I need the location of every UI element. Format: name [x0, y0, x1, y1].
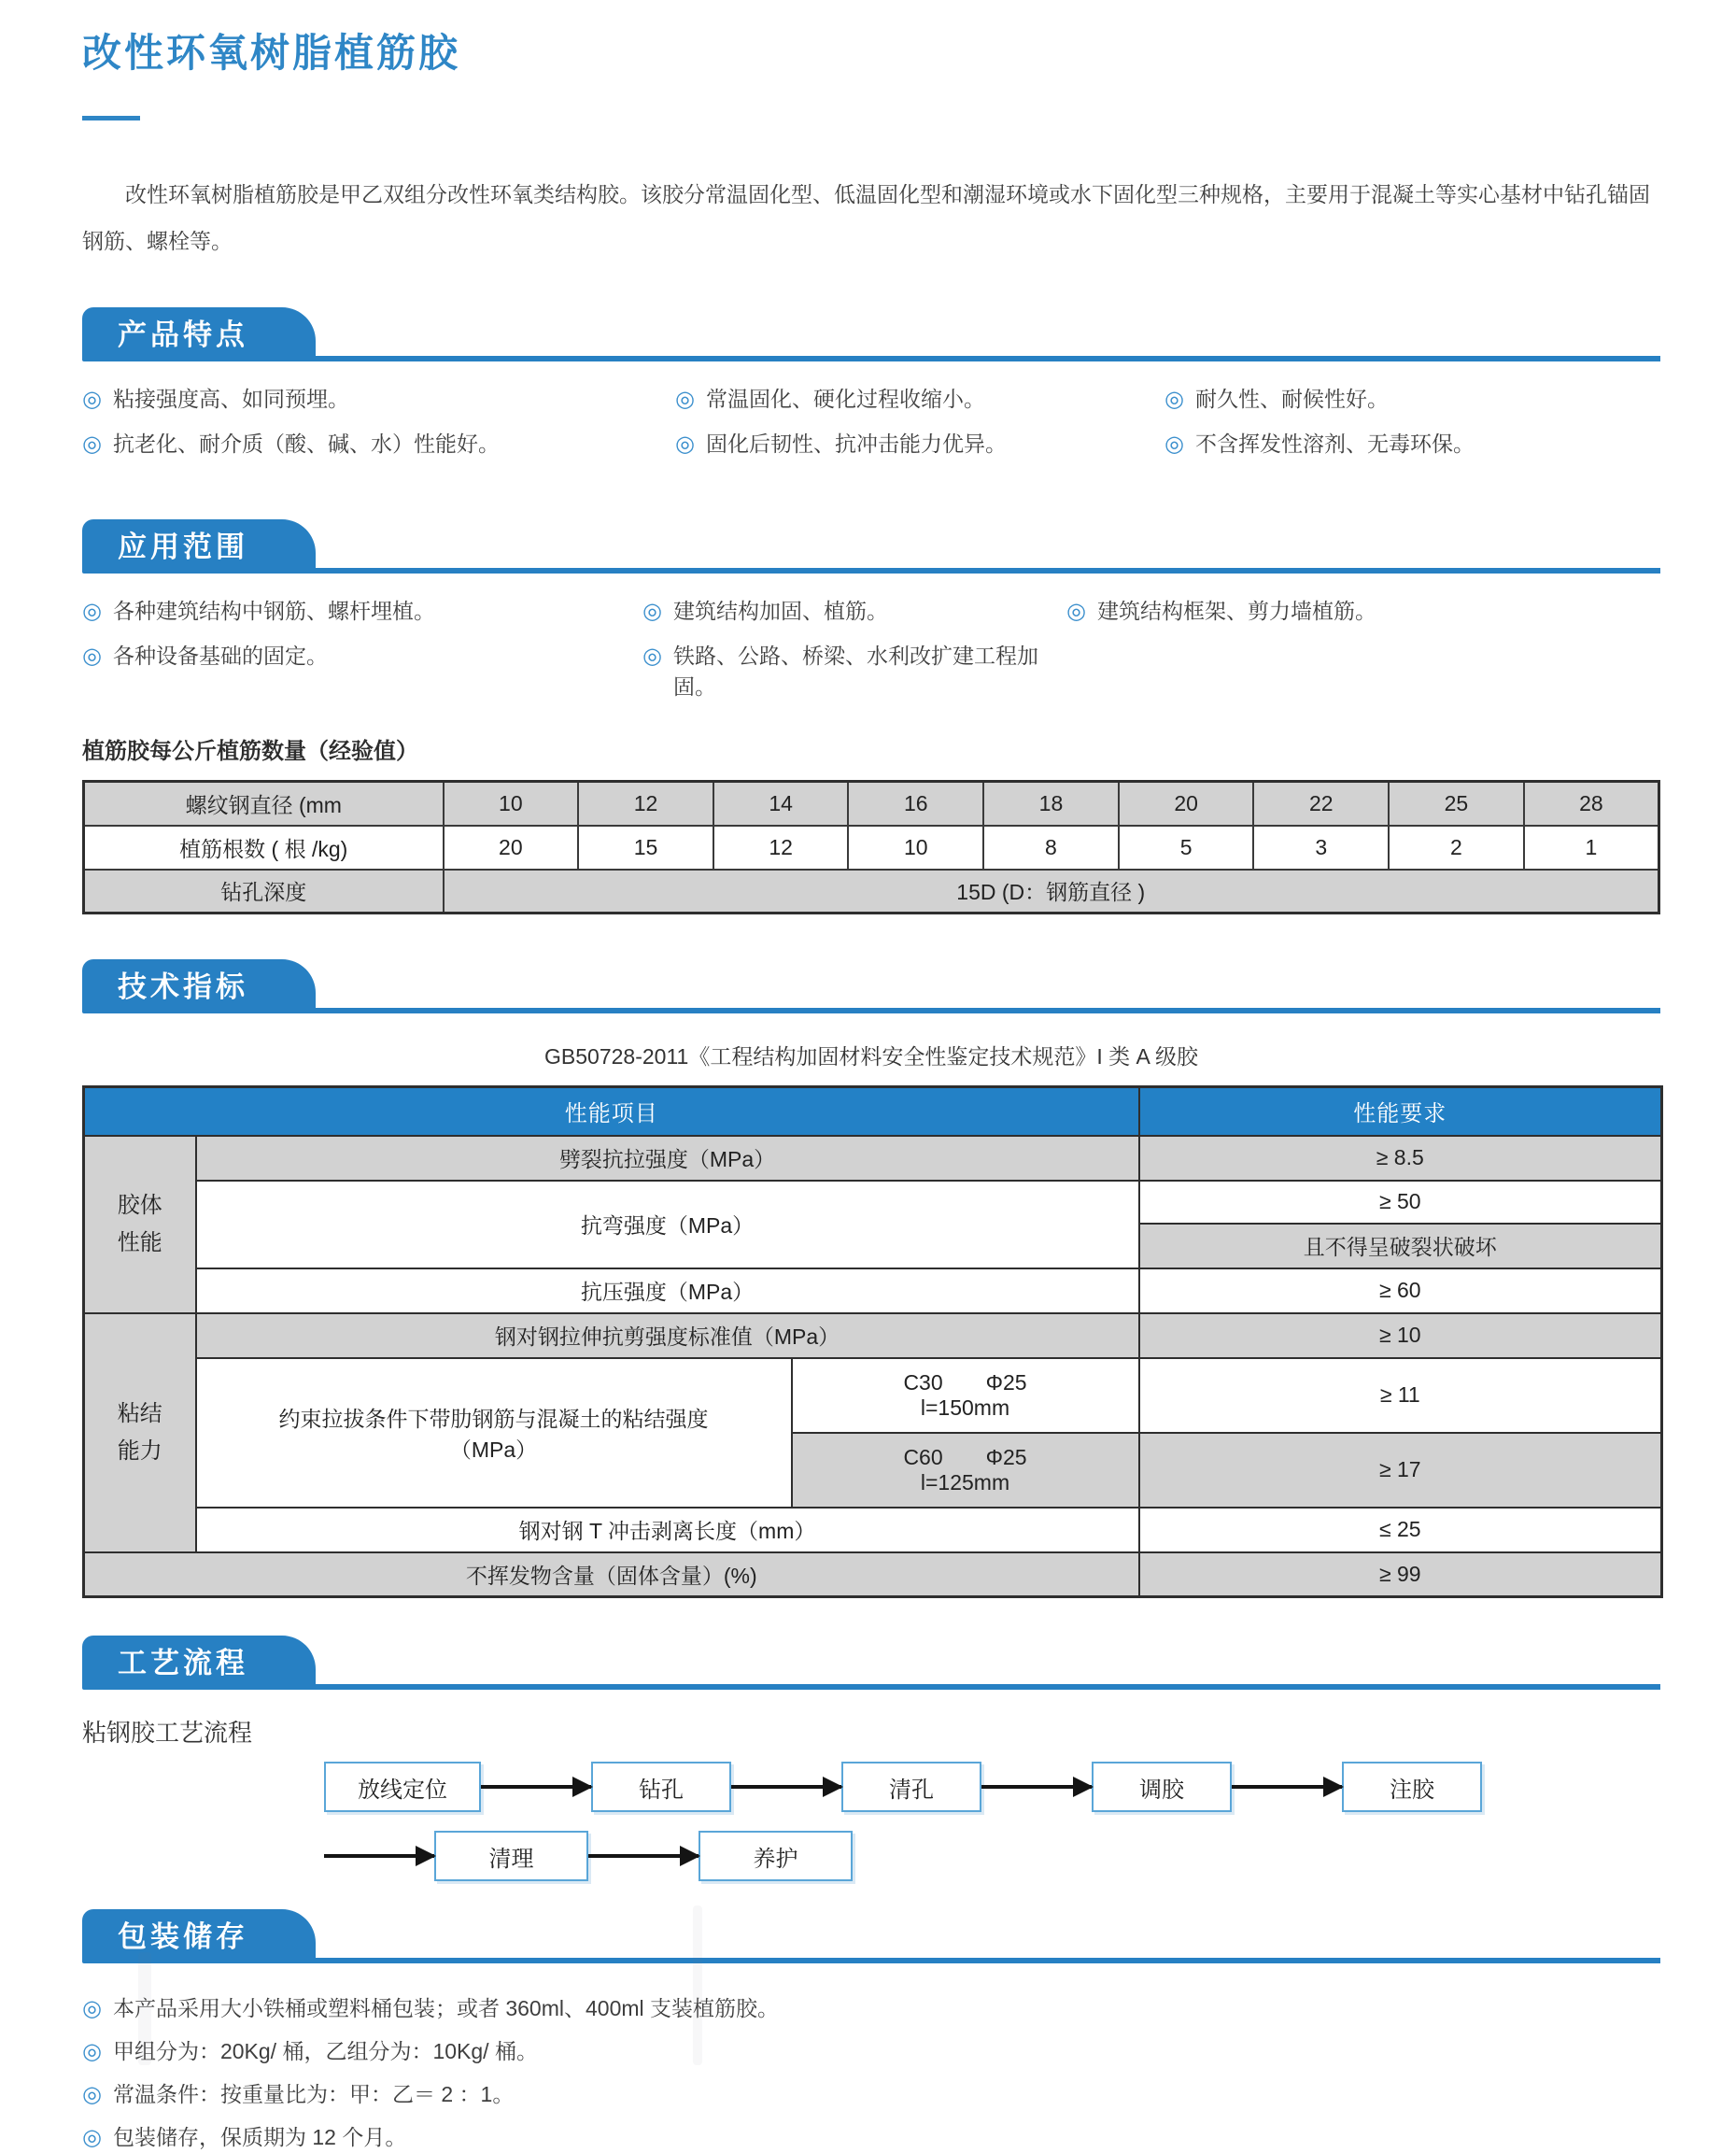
table-row [84, 870, 1659, 914]
section-storage-heading [82, 1909, 1660, 1963]
right-arrow-icon [324, 1854, 434, 1858]
list-item [1164, 429, 1660, 460]
group-cell [84, 1313, 196, 1552]
merged-value-cell: 15D (D：钢筋直径 ) [444, 870, 1659, 914]
tech-heading-rule [316, 1008, 1660, 1013]
bullseye-bullet-icon: ◎ [1164, 432, 1184, 457]
group-label: 性能 [117, 1229, 162, 1255]
value-cell: 10 [848, 826, 983, 870]
bullseye-bullet-icon: ◎ [675, 387, 695, 412]
bullseye-bullet-icon: ◎ [82, 644, 102, 669]
table-row [84, 826, 1659, 870]
storage-text: 常温条件：按重量比为：甲：乙＝ 2 ：1。 [112, 2082, 515, 2106]
requirement-cell: 且不得呈破裂状破坏 [1139, 1224, 1662, 1268]
row-label-cell: 钻孔深度 [84, 870, 444, 914]
property-cell: 劈裂抗拉强度（MPa） [196, 1136, 1139, 1181]
flow-step-box: 钻孔 [591, 1762, 731, 1812]
property-cell [196, 1358, 792, 1508]
right-arrow-icon [731, 1785, 841, 1789]
list-item [675, 429, 1164, 460]
features-list [82, 384, 1660, 460]
title-underline [82, 116, 140, 120]
spec-diameter: Φ25 [985, 1444, 1027, 1469]
features-heading-tab: 产品特点 [82, 307, 316, 361]
value-cell: 5 [1119, 826, 1254, 870]
list-item [1164, 384, 1660, 415]
section-features-heading [82, 307, 1660, 361]
spec-length: l=150mm [920, 1395, 1010, 1420]
requirement-cell: ≥ 17 [1139, 1433, 1662, 1508]
right-arrow-icon [981, 1785, 1092, 1789]
property-cell: 不挥发物含量（固体含量）(%) [84, 1552, 1139, 1597]
spec-diameter: Φ25 [985, 1369, 1027, 1395]
tech-heading-tab: 技术指标 [82, 959, 316, 1013]
feature-text: 不含挥发性溶剂、无毒环保。 [1194, 432, 1475, 456]
value-cell: 2 [1389, 826, 1524, 870]
requirement-cell: ≥ 99 [1139, 1552, 1662, 1597]
process-heading-rule [316, 1684, 1660, 1690]
application-text: 各种设备基础的固定。 [112, 644, 328, 668]
right-arrow-icon [588, 1854, 699, 1858]
group-label: 粘结 [117, 1400, 162, 1426]
column-header: 性能要求 [1139, 1087, 1662, 1136]
value-cell: 28 [1524, 782, 1659, 826]
flow-chart-row-2 [324, 1831, 1660, 1881]
requirement-cell: ≤ 25 [1139, 1508, 1662, 1552]
spec-grade: C30 [903, 1369, 943, 1395]
spec-grade: C60 [903, 1444, 943, 1469]
flow-chart-label: 粘钢胶工艺流程 [82, 1719, 253, 1747]
scan-artifact [138, 1952, 151, 2065]
storage-heading-rule [316, 1958, 1660, 1963]
flow-step-box: 注胶 [1342, 1762, 1482, 1812]
group-cell [84, 1136, 196, 1313]
bullseye-bullet-icon: ◎ [642, 644, 662, 669]
value-cell: 15 [578, 826, 713, 870]
value-cell: 10 [444, 782, 579, 826]
requirement-cell: ≥ 8.5 [1139, 1136, 1662, 1181]
bullseye-bullet-icon: ◎ [82, 2039, 102, 2064]
bullseye-bullet-icon: ◎ [82, 387, 102, 412]
bullseye-bullet-icon: ◎ [675, 432, 695, 457]
applications-heading-tab: 应用范围 [82, 519, 316, 574]
storage-text: 包装储存，保质期为 12 个月。 [112, 2125, 407, 2149]
list-item [82, 2079, 1660, 2110]
feature-text: 抗老化、耐介质（酸、碱、水）性能好。 [112, 432, 500, 456]
row-label-cell: 植筋根数 ( 根 /kg) [84, 826, 444, 870]
spec-length: l=125mm [920, 1469, 1010, 1494]
list-item [82, 596, 642, 627]
flow-step-box: 清理 [434, 1831, 588, 1881]
table-row [84, 1136, 1662, 1181]
feature-text: 常温固化、硬化过程收缩小。 [705, 387, 985, 411]
property-text: 约束拉拔条件下带肋钢筋与混凝土的粘结强度 [278, 1406, 709, 1431]
column-header: 性能项目 [84, 1087, 1139, 1136]
flow-step-box: 调胶 [1092, 1762, 1232, 1812]
storage-list [82, 1993, 1660, 2153]
bullseye-bullet-icon: ◎ [82, 599, 102, 624]
value-cell: 20 [444, 826, 579, 870]
value-cell: 1 [1524, 826, 1659, 870]
value-cell: 3 [1253, 826, 1389, 870]
value-cell: 12 [578, 782, 713, 826]
bullseye-bullet-icon: ◎ [82, 1996, 102, 2021]
table-row [84, 1508, 1662, 1552]
value-cell: 22 [1253, 782, 1389, 826]
value-cell: 14 [713, 782, 849, 826]
flow-step-box: 放线定位 [324, 1762, 481, 1812]
right-arrow-icon [1232, 1785, 1342, 1789]
row-label-cell: 螺纹钢直径 (mm [84, 782, 444, 826]
table-row [84, 1181, 1662, 1224]
requirement-cell: ≥ 11 [1139, 1358, 1662, 1433]
bullseye-bullet-icon: ◎ [1164, 387, 1184, 412]
table-row [84, 782, 1659, 826]
section-tech-heading [82, 959, 1660, 1013]
storage-text: 甲组分为：20Kg/ 桶，乙组分为：10Kg/ 桶。 [112, 2039, 538, 2063]
table-header-row [84, 1087, 1662, 1136]
bullseye-bullet-icon: ◎ [82, 432, 102, 457]
table-row [84, 1313, 1662, 1358]
scan-artifact [693, 1905, 702, 2065]
right-arrow-icon [481, 1785, 591, 1789]
property-text: （MPa） [449, 1437, 538, 1462]
list-item [642, 596, 1066, 627]
bullseye-bullet-icon: ◎ [82, 2082, 102, 2107]
table-row [84, 1358, 1662, 1433]
process-heading-tab: 工艺流程 [82, 1636, 316, 1690]
bullseye-bullet-icon: ◎ [82, 2125, 102, 2150]
applications-heading-rule [316, 568, 1660, 574]
list-item [82, 1993, 1660, 2024]
value-cell: 8 [983, 826, 1119, 870]
requirement-cell: ≥ 10 [1139, 1313, 1662, 1358]
list-item [675, 384, 1164, 415]
spec-cell [792, 1433, 1139, 1508]
table-row [84, 1268, 1662, 1313]
application-text: 各种建筑结构中钢筋、螺杆埋植。 [112, 599, 435, 623]
bullseye-bullet-icon: ◎ [642, 599, 662, 624]
intro-paragraph: 改性环氧树脂植筋胶是甲乙双组分改性环氧类结构胶。该胶分常温固化型、低温固化型和潮湿环境或水下固化型三种规格，主要用于混凝土等实心基材中钻孔锚固钢筋、螺栓等。 [82, 182, 1650, 253]
value-cell: 18 [983, 782, 1119, 826]
requirement-cell: ≥ 60 [1139, 1268, 1662, 1313]
list-item [82, 2122, 1660, 2153]
list-item [642, 641, 1066, 702]
table-row [84, 1552, 1662, 1597]
group-label: 能力 [117, 1438, 162, 1464]
feature-text: 耐久性、耐候性好。 [1194, 387, 1389, 411]
flow-step-box: 清孔 [841, 1762, 981, 1812]
requirement-cell: ≥ 50 [1139, 1181, 1662, 1224]
application-text: 建筑结构加固、植筋。 [672, 599, 888, 623]
dosage-table [82, 780, 1660, 914]
standard-reference: GB50728-2011《工程结构加固材料安全性鉴定技术规范》I 类 A 级胶 [544, 1044, 1198, 1069]
feature-text: 固化后韧性、抗冲击能力优异。 [705, 432, 1007, 456]
section-applications-heading [82, 519, 1660, 574]
property-cell: 钢对钢 T 冲击剥离长度（mm） [196, 1508, 1139, 1552]
tech-table [82, 1085, 1663, 1598]
value-cell: 12 [713, 826, 849, 870]
list-item [82, 384, 675, 415]
page-title: 改性环氧树脂植筋胶 [82, 31, 461, 75]
application-text: 建筑结构框架、剪力墙植筋。 [1096, 599, 1376, 623]
group-label: 胶体 [117, 1192, 162, 1218]
flow-chart-row-1 [324, 1762, 1660, 1812]
dosage-table-caption: 植筋胶每公斤植筋数量（经验值） [82, 739, 418, 764]
bullseye-bullet-icon: ◎ [1066, 599, 1086, 624]
list-item [82, 2036, 1660, 2067]
property-cell: 抗压强度（MPa） [196, 1268, 1139, 1313]
list-item [82, 429, 675, 460]
list-item [1066, 596, 1660, 627]
value-cell: 20 [1119, 782, 1254, 826]
storage-text: 本产品采用大小铁桶或塑料桶包装；或者 360ml、400ml 支装植筋胶。 [112, 1996, 780, 2020]
section-process-heading [82, 1636, 1660, 1690]
value-cell: 16 [848, 782, 983, 826]
list-item [82, 641, 642, 702]
flow-step-box: 养护 [699, 1831, 853, 1881]
applications-list [82, 596, 1660, 702]
property-cell: 钢对钢拉伸抗剪强度标准值（MPa） [196, 1313, 1139, 1358]
spec-cell [792, 1358, 1139, 1433]
feature-text: 粘接强度高、如同预埋。 [112, 387, 349, 411]
property-cell: 抗弯强度（MPa） [196, 1181, 1139, 1268]
features-heading-rule [316, 356, 1660, 361]
value-cell: 25 [1389, 782, 1524, 826]
storage-heading-tab: 包装储存 [82, 1909, 316, 1963]
application-text: 铁路、公路、桥梁、水利改扩建工程加固。 [672, 644, 1038, 699]
